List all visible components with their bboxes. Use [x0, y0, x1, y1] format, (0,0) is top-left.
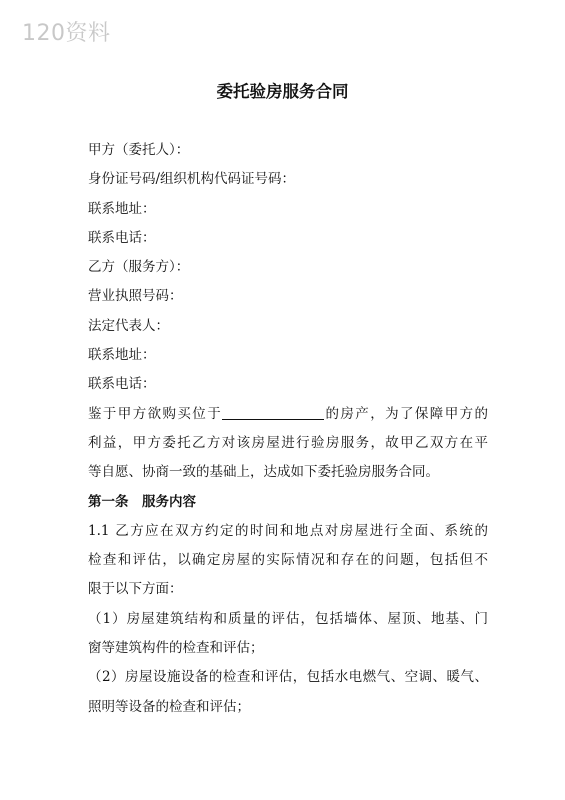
clause-item-1-line: （1）房屋建筑结构和质量的评估，包括墙体、屋顶、地基、门	[88, 610, 488, 627]
party-a-id-number: 身份证号码/组织机构代码证号码：	[88, 171, 296, 188]
intro-paragraph	[88, 400, 488, 488]
clause-item-1-line: 窗等建筑构件的检查和评估；	[88, 640, 264, 657]
intro-part-2: 的房产，为了保障甲方的	[324, 405, 489, 422]
intro-part-1: 鉴于甲方欲购买位于	[88, 405, 223, 422]
clause-1-1-line: 1.1 乙方应在双方约定的时间和地点对房屋进行全面、系统的	[88, 522, 488, 539]
clause-1-1	[88, 517, 488, 605]
intro-line-1	[88, 400, 488, 429]
property-location-blank	[222, 404, 324, 420]
party-a-label: 甲方（委托人）：	[88, 142, 190, 158]
clause-item-2-line: （2）房屋设施设备的检查和评估，包括水电燃气、空调、暖气、	[88, 669, 488, 686]
party-b-phone: 联系电话：	[88, 376, 156, 393]
party-a-phone: 联系电话：	[88, 229, 156, 246]
clause-item-1	[88, 605, 488, 664]
document-title: 委托验房服务合同	[216, 82, 349, 101]
party-b-label: 乙方（服务方）：	[88, 259, 190, 276]
intro-line-3: 等自愿、协商一致的基础上，达成如下委托验房服务合同。	[88, 464, 439, 481]
clause-item-2-line: 照明等设备的检查和评估；	[88, 698, 250, 715]
clause-1-1-line: 检查和评估，以确定房屋的实际情况和存在的问题，包括但不	[88, 552, 488, 569]
party-b-address: 联系地址：	[88, 347, 156, 364]
intro-line-2: 利益，甲方委托乙方对该房屋进行验房服务，故甲乙双方在平	[88, 434, 488, 451]
clause-1-1-line: 限于以下方面：	[88, 581, 183, 598]
article-1-heading: 第一条 服务内容	[88, 493, 196, 510]
document-body	[88, 136, 488, 722]
party-b-license: 营业执照号码：	[88, 288, 183, 305]
watermark: 120资料	[22, 21, 111, 46]
party-b-legal-rep: 法定代表人：	[88, 317, 169, 334]
party-a-address: 联系地址：	[88, 200, 156, 217]
clause-item-2	[88, 663, 488, 722]
